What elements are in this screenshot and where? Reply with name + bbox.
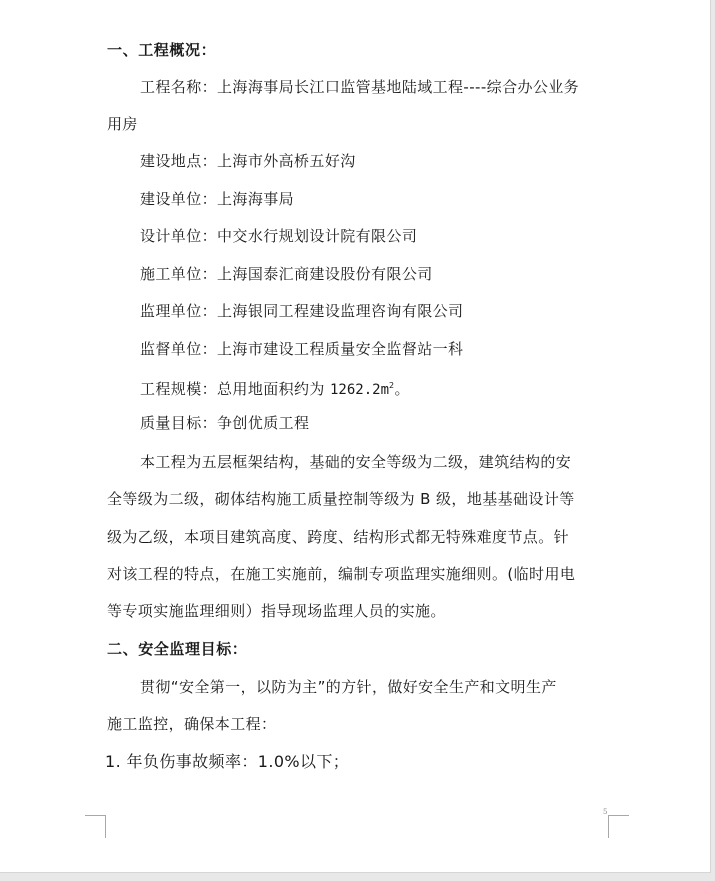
field-quality-target bbox=[140, 413, 309, 433]
project-name-label: 工程名称： bbox=[140, 78, 218, 96]
field-construction-unit bbox=[140, 264, 433, 284]
field-build-location bbox=[140, 151, 356, 171]
field-label: 质量目标： bbox=[140, 414, 218, 432]
list-item-injury-rate: 1. 年负伤事故频率：1.0%以下； bbox=[105, 752, 350, 771]
project-name-continuation: 用房 bbox=[107, 115, 138, 133]
paragraph-line: 对该工程的特点，在施工实施前，编制专项监理实施细则。(临时用电 bbox=[107, 565, 576, 583]
field-label: 监督单位： bbox=[140, 340, 218, 358]
project-name-line bbox=[140, 77, 579, 97]
paragraph-line: 等专项实施监理细则）指导现场监理人员的实施。 bbox=[107, 602, 446, 620]
scale-number: 1262.2 bbox=[330, 382, 381, 398]
field-value: 上海市外高桥五好沟 bbox=[217, 152, 356, 170]
field-label: 建设单位： bbox=[140, 190, 218, 208]
scale-end: 。 bbox=[394, 380, 410, 398]
field-label: 设计单位： bbox=[140, 227, 218, 245]
paragraph-line: 贯彻“安全第一，以防为主”的方针，做好安全生产和文明生产 bbox=[140, 678, 557, 696]
field-value: 上海市建设工程质量安全监督站一科 bbox=[217, 340, 464, 358]
paragraph-line: 本工程为五层框架结构，基础的安全等级为二级，建筑结构的安 bbox=[140, 453, 572, 471]
field-label: 建设地点： bbox=[140, 152, 218, 170]
paragraph-line: 级为乙级，本项目建筑高度、跨度、结构形式都无特殊难度节点。针 bbox=[107, 528, 570, 546]
field-design-unit bbox=[140, 226, 417, 246]
scale-text: 总用地面积约为 bbox=[217, 380, 330, 398]
field-supervision-unit bbox=[140, 301, 463, 321]
margin-corner-mark-right bbox=[608, 815, 629, 838]
field-project-scale bbox=[140, 376, 410, 400]
section-heading-overview: 一、工程概况： bbox=[107, 41, 217, 59]
scale-unit-superscript: 2 bbox=[389, 381, 395, 390]
field-build-unit bbox=[140, 189, 294, 209]
paragraph-line: 施工监控，确保本工程： bbox=[107, 715, 277, 733]
field-value: 争创优质工程 bbox=[217, 414, 310, 432]
page-number: 5 bbox=[603, 808, 608, 816]
paragraph-line: 全等级为二级，砌体结构施工质量控制等级为 B 级，地基基础设计等 bbox=[107, 490, 575, 508]
field-oversight-unit bbox=[140, 339, 463, 359]
field-value: 上海银同工程建设监理咨询有限公司 bbox=[217, 302, 464, 320]
field-label: 施工单位： bbox=[140, 265, 218, 283]
section-heading-safety-goals: 二、安全监理目标： bbox=[107, 640, 248, 658]
field-label: 工程规模： bbox=[140, 380, 218, 398]
field-label: 监理单位： bbox=[140, 302, 218, 320]
field-value: 中交水行规划设计院有限公司 bbox=[217, 227, 418, 245]
project-name-value: 上海海事局长江口监管基地陆域工程----综合办公业务 bbox=[217, 78, 580, 96]
scale-unit: m bbox=[380, 382, 390, 398]
field-value: 上海国泰汇商建设股份有限公司 bbox=[217, 265, 433, 283]
margin-corner-mark-left bbox=[85, 815, 106, 838]
field-value: 上海海事局 bbox=[217, 190, 295, 208]
